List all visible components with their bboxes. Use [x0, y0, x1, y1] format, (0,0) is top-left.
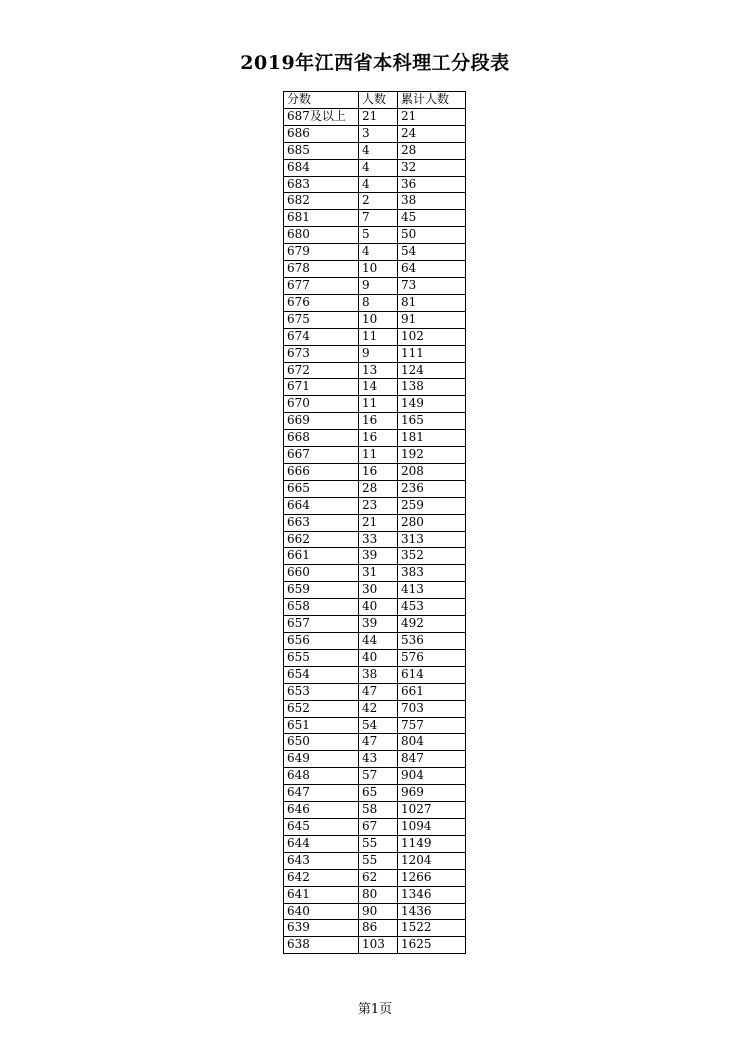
cumulative-cell: 259 [398, 497, 466, 514]
cumulative-cell: 24 [398, 125, 466, 142]
table-row [284, 227, 466, 244]
score-cell: 660 [284, 565, 359, 582]
count-cell: 5 [359, 227, 398, 244]
table-row [284, 447, 466, 464]
cumulative-cell: 576 [398, 649, 466, 666]
score-cell: 675 [284, 311, 359, 328]
table-header-row [284, 92, 466, 109]
cumulative-cell: 32 [398, 159, 466, 176]
cumulative-cell: 50 [398, 227, 466, 244]
score-cell: 645 [284, 818, 359, 835]
count-cell: 40 [359, 599, 398, 616]
count-cell: 13 [359, 362, 398, 379]
score-cell: 653 [284, 683, 359, 700]
cumulative-cell: 1027 [398, 802, 466, 819]
count-cell: 47 [359, 683, 398, 700]
header-cumulative: 累计人数 [398, 92, 466, 109]
cumulative-cell: 54 [398, 244, 466, 261]
cumulative-cell: 453 [398, 599, 466, 616]
score-cell: 685 [284, 142, 359, 159]
table-row [284, 802, 466, 819]
score-cell: 664 [284, 497, 359, 514]
table-row [284, 261, 466, 278]
count-cell: 67 [359, 818, 398, 835]
score-cell: 652 [284, 700, 359, 717]
count-cell: 28 [359, 480, 398, 497]
table-row [284, 176, 466, 193]
count-cell: 16 [359, 413, 398, 430]
cumulative-cell: 1094 [398, 818, 466, 835]
score-cell: 655 [284, 649, 359, 666]
table-row [284, 548, 466, 565]
score-cell: 681 [284, 210, 359, 227]
table-row [284, 328, 466, 345]
table-row [284, 345, 466, 362]
score-cell: 641 [284, 886, 359, 903]
table-row [284, 835, 466, 852]
count-cell: 14 [359, 379, 398, 396]
table-row [284, 785, 466, 802]
table-row [284, 869, 466, 886]
count-cell: 55 [359, 835, 398, 852]
count-cell: 44 [359, 633, 398, 650]
count-cell: 58 [359, 802, 398, 819]
cumulative-cell: 236 [398, 480, 466, 497]
score-cell: 663 [284, 514, 359, 531]
score-cell: 648 [284, 768, 359, 785]
score-cell: 640 [284, 903, 359, 920]
count-cell: 9 [359, 277, 398, 294]
count-cell: 4 [359, 142, 398, 159]
table-row [284, 903, 466, 920]
score-cell: 638 [284, 937, 359, 954]
cumulative-cell: 64 [398, 261, 466, 278]
count-cell: 21 [359, 108, 398, 125]
score-cell: 666 [284, 463, 359, 480]
score-cell: 672 [284, 362, 359, 379]
count-cell: 62 [359, 869, 398, 886]
count-cell: 21 [359, 514, 398, 531]
score-cell: 649 [284, 751, 359, 768]
cumulative-cell: 181 [398, 430, 466, 447]
table-row [284, 430, 466, 447]
count-cell: 65 [359, 785, 398, 802]
cumulative-cell: 313 [398, 531, 466, 548]
table-row [284, 886, 466, 903]
score-cell: 650 [284, 734, 359, 751]
table-row [284, 683, 466, 700]
count-cell: 4 [359, 176, 398, 193]
cumulative-cell: 614 [398, 666, 466, 683]
count-cell: 10 [359, 311, 398, 328]
table-row [284, 649, 466, 666]
cumulative-cell: 661 [398, 683, 466, 700]
score-cell: 646 [284, 802, 359, 819]
header-score: 分数 [284, 92, 359, 109]
score-cell: 686 [284, 125, 359, 142]
cumulative-cell: 280 [398, 514, 466, 531]
cumulative-cell: 165 [398, 413, 466, 430]
table-row [284, 311, 466, 328]
count-cell: 40 [359, 649, 398, 666]
score-cell: 639 [284, 920, 359, 937]
score-cell: 656 [284, 633, 359, 650]
table-row [284, 244, 466, 261]
count-cell: 10 [359, 261, 398, 278]
score-cell: 678 [284, 261, 359, 278]
score-cell: 673 [284, 345, 359, 362]
cumulative-cell: 36 [398, 176, 466, 193]
cumulative-cell: 38 [398, 193, 466, 210]
table-row [284, 768, 466, 785]
table-row [284, 920, 466, 937]
table-row [284, 497, 466, 514]
table-row [284, 633, 466, 650]
cumulative-cell: 413 [398, 582, 466, 599]
count-cell: 42 [359, 700, 398, 717]
cumulative-cell: 703 [398, 700, 466, 717]
table-row [284, 193, 466, 210]
score-cell: 651 [284, 717, 359, 734]
score-cell: 674 [284, 328, 359, 345]
cumulative-cell: 1346 [398, 886, 466, 903]
score-cell: 683 [284, 176, 359, 193]
cumulative-cell: 757 [398, 717, 466, 734]
count-cell: 11 [359, 328, 398, 345]
cumulative-cell: 91 [398, 311, 466, 328]
count-cell: 9 [359, 345, 398, 362]
table-row [284, 294, 466, 311]
cumulative-cell: 111 [398, 345, 466, 362]
table-row [284, 480, 466, 497]
table-row [284, 582, 466, 599]
cumulative-cell: 192 [398, 447, 466, 464]
table-row [284, 125, 466, 142]
score-cell: 643 [284, 852, 359, 869]
table-row [284, 396, 466, 413]
count-cell: 3 [359, 125, 398, 142]
score-cell: 671 [284, 379, 359, 396]
table-row [284, 142, 466, 159]
cumulative-cell: 208 [398, 463, 466, 480]
table-row [284, 599, 466, 616]
count-cell: 57 [359, 768, 398, 785]
table-row [284, 565, 466, 582]
table-row [284, 463, 466, 480]
cumulative-cell: 81 [398, 294, 466, 311]
count-cell: 103 [359, 937, 398, 954]
table-row [284, 277, 466, 294]
cumulative-cell: 149 [398, 396, 466, 413]
score-cell: 665 [284, 480, 359, 497]
cumulative-cell: 804 [398, 734, 466, 751]
cumulative-cell: 1204 [398, 852, 466, 869]
cumulative-cell: 124 [398, 362, 466, 379]
cumulative-cell: 492 [398, 616, 466, 633]
cumulative-cell: 904 [398, 768, 466, 785]
score-cell: 662 [284, 531, 359, 548]
table-row [284, 700, 466, 717]
count-cell: 80 [359, 886, 398, 903]
count-cell: 16 [359, 430, 398, 447]
count-cell: 11 [359, 396, 398, 413]
cumulative-cell: 1436 [398, 903, 466, 920]
table-row [284, 159, 466, 176]
count-cell: 38 [359, 666, 398, 683]
score-cell: 659 [284, 582, 359, 599]
cumulative-cell: 73 [398, 277, 466, 294]
cumulative-cell: 28 [398, 142, 466, 159]
count-cell: 23 [359, 497, 398, 514]
table-body [284, 108, 466, 953]
page-number: 第1页 [357, 1002, 393, 1017]
count-cell: 86 [359, 920, 398, 937]
score-cell: 661 [284, 548, 359, 565]
score-cell: 684 [284, 159, 359, 176]
cumulative-cell: 352 [398, 548, 466, 565]
count-cell: 54 [359, 717, 398, 734]
count-cell: 39 [359, 616, 398, 633]
count-cell: 8 [359, 294, 398, 311]
header-count: 人数 [359, 92, 398, 109]
count-cell: 2 [359, 193, 398, 210]
cumulative-cell: 1625 [398, 937, 466, 954]
table-row [284, 531, 466, 548]
cumulative-cell: 536 [398, 633, 466, 650]
table-row [284, 852, 466, 869]
cumulative-cell: 847 [398, 751, 466, 768]
table-row [284, 751, 466, 768]
score-cell: 682 [284, 193, 359, 210]
count-cell: 4 [359, 159, 398, 176]
cumulative-cell: 1522 [398, 920, 466, 937]
count-cell: 33 [359, 531, 398, 548]
cumulative-cell: 138 [398, 379, 466, 396]
count-cell: 7 [359, 210, 398, 227]
table-row [284, 937, 466, 954]
score-cell: 679 [284, 244, 359, 261]
score-cell: 680 [284, 227, 359, 244]
score-cell: 668 [284, 430, 359, 447]
count-cell: 4 [359, 244, 398, 261]
cumulative-cell: 969 [398, 785, 466, 802]
score-cell: 667 [284, 447, 359, 464]
page-title: 2019年江西省本科理工分段表 [240, 52, 510, 74]
table-row [284, 108, 466, 125]
count-cell: 39 [359, 548, 398, 565]
count-cell: 47 [359, 734, 398, 751]
score-cell: 676 [284, 294, 359, 311]
table-row [284, 413, 466, 430]
table-row [284, 514, 466, 531]
table-row [284, 379, 466, 396]
score-cell: 669 [284, 413, 359, 430]
count-cell: 16 [359, 463, 398, 480]
table-row [284, 362, 466, 379]
score-cell: 642 [284, 869, 359, 886]
score-cell: 658 [284, 599, 359, 616]
cumulative-cell: 383 [398, 565, 466, 582]
score-cell: 657 [284, 616, 359, 633]
score-cell: 647 [284, 785, 359, 802]
table-row [284, 616, 466, 633]
count-cell: 90 [359, 903, 398, 920]
score-cell: 677 [284, 277, 359, 294]
cumulative-cell: 45 [398, 210, 466, 227]
cumulative-cell: 102 [398, 328, 466, 345]
count-cell: 30 [359, 582, 398, 599]
score-cell: 654 [284, 666, 359, 683]
table-row [284, 818, 466, 835]
table-row [284, 210, 466, 227]
score-cell: 687及以上 [284, 108, 359, 125]
table-row [284, 734, 466, 751]
score-cell: 644 [284, 835, 359, 852]
count-cell: 55 [359, 852, 398, 869]
table-row [284, 666, 466, 683]
cumulative-cell: 1149 [398, 835, 466, 852]
cumulative-cell: 1266 [398, 869, 466, 886]
score-cell: 670 [284, 396, 359, 413]
count-cell: 31 [359, 565, 398, 582]
score-table [283, 91, 466, 954]
cumulative-cell: 21 [398, 108, 466, 125]
table-row [284, 717, 466, 734]
count-cell: 11 [359, 447, 398, 464]
count-cell: 43 [359, 751, 398, 768]
